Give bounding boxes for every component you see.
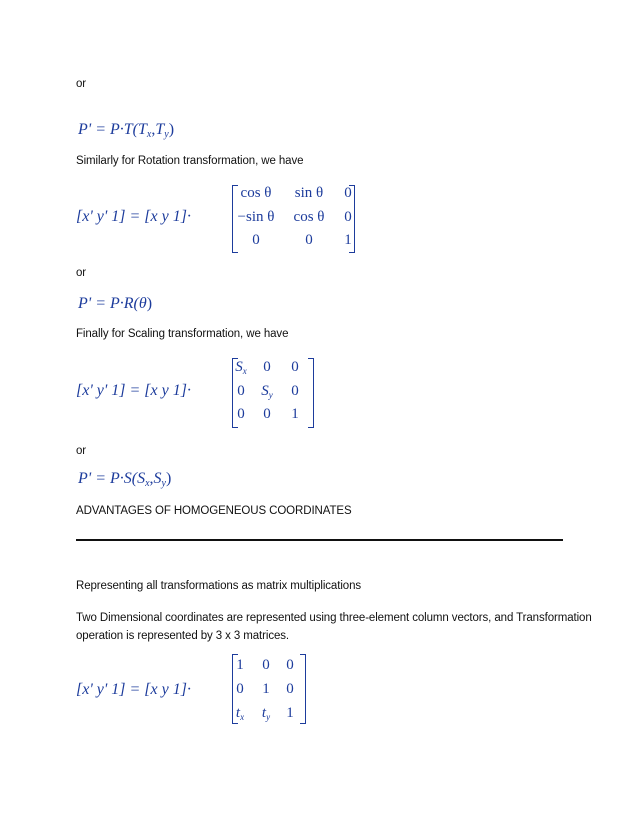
rotation-matrix-cell: 1 bbox=[344, 232, 352, 248]
rotation-matrix-cell: 0 bbox=[305, 232, 313, 248]
representing-line: Representing all transformations as matrix multiplications bbox=[76, 580, 362, 592]
scaling-matrix-cell: 0 bbox=[237, 406, 245, 422]
scaling-equation: $P' = P\cdot S(S_x,S_y)$ bbox=[78, 470, 172, 489]
scaling-matrix-cell: 0 bbox=[291, 359, 299, 375]
rotation-matrix-cell: cos θ bbox=[240, 185, 272, 201]
translation-matrix-cell: 0 bbox=[236, 681, 244, 697]
translation-matrix-cell: $t_x$ bbox=[235, 705, 245, 722]
or-label-3: or bbox=[76, 445, 87, 457]
scaling-matrix-cell: 1 bbox=[291, 406, 299, 422]
rotation-matrix-cell: 0 bbox=[344, 209, 352, 225]
scaling-matrix-cell: 0 bbox=[237, 383, 245, 399]
paragraph-line-2: operation is represented by 3 x 3 matrices. bbox=[76, 630, 290, 642]
section-heading: ADVANTAGES OF HOMOGENEOUS COORDINATES bbox=[76, 505, 352, 517]
scaling-intro: Finally for Scaling transformation, we have bbox=[76, 328, 289, 340]
translation-matrix-cell: 1 bbox=[236, 657, 244, 673]
scaling-matrix-cell: 0 bbox=[263, 406, 271, 422]
translation-matrix-cell: 1 bbox=[286, 705, 294, 721]
scaling-matrix-cell: 0 bbox=[263, 359, 271, 375]
scaling-matrix-cell: $S_x$ bbox=[235, 359, 247, 376]
horizontal-rule bbox=[76, 539, 563, 541]
translation-row-vectors: [x' y' 1] = [x y 1]· bbox=[76, 681, 191, 698]
translation-matrix-cell: 1 bbox=[262, 681, 270, 697]
scaling-row-vectors: [x' y' 1] = [x y 1]· bbox=[76, 382, 191, 399]
translation-equation: $P' = P\cdot T(T_x,T_y)$ bbox=[78, 121, 175, 140]
or-label-1: or bbox=[76, 78, 87, 90]
rotation-row-vectors: [x' y' 1] = [x y 1]· bbox=[76, 208, 191, 225]
translation-matrix-cell: 0 bbox=[286, 657, 294, 673]
paragraph-line-1: Two Dimensional coordinates are represented using three-element column vectors, and Transformation bbox=[76, 612, 592, 624]
rotation-matrix-cell: −sin θ bbox=[237, 209, 275, 225]
eq-lhs: P' = P·T( bbox=[78, 121, 138, 138]
rotation-matrix-cell: 0 bbox=[252, 232, 260, 248]
rotation-matrix-cell: 0 bbox=[344, 185, 352, 201]
scaling-matrix-cell: $S_y$ bbox=[261, 383, 273, 400]
scaling-matrix-cell: 0 bbox=[291, 383, 299, 399]
translation-matrix-cell: 0 bbox=[262, 657, 270, 673]
or-label-2: or bbox=[76, 267, 87, 279]
translation-matrix-cell: $t_y$ bbox=[261, 705, 271, 722]
translation-matrix-cell: 0 bbox=[286, 681, 294, 697]
rotation-matrix-cell: cos θ bbox=[293, 209, 325, 225]
rotation-equation: P' = P·R(θ) bbox=[78, 295, 153, 312]
rotation-intro: Similarly for Rotation transformation, we have bbox=[76, 155, 304, 167]
rotation-matrix-cell: sin θ bbox=[294, 185, 324, 201]
